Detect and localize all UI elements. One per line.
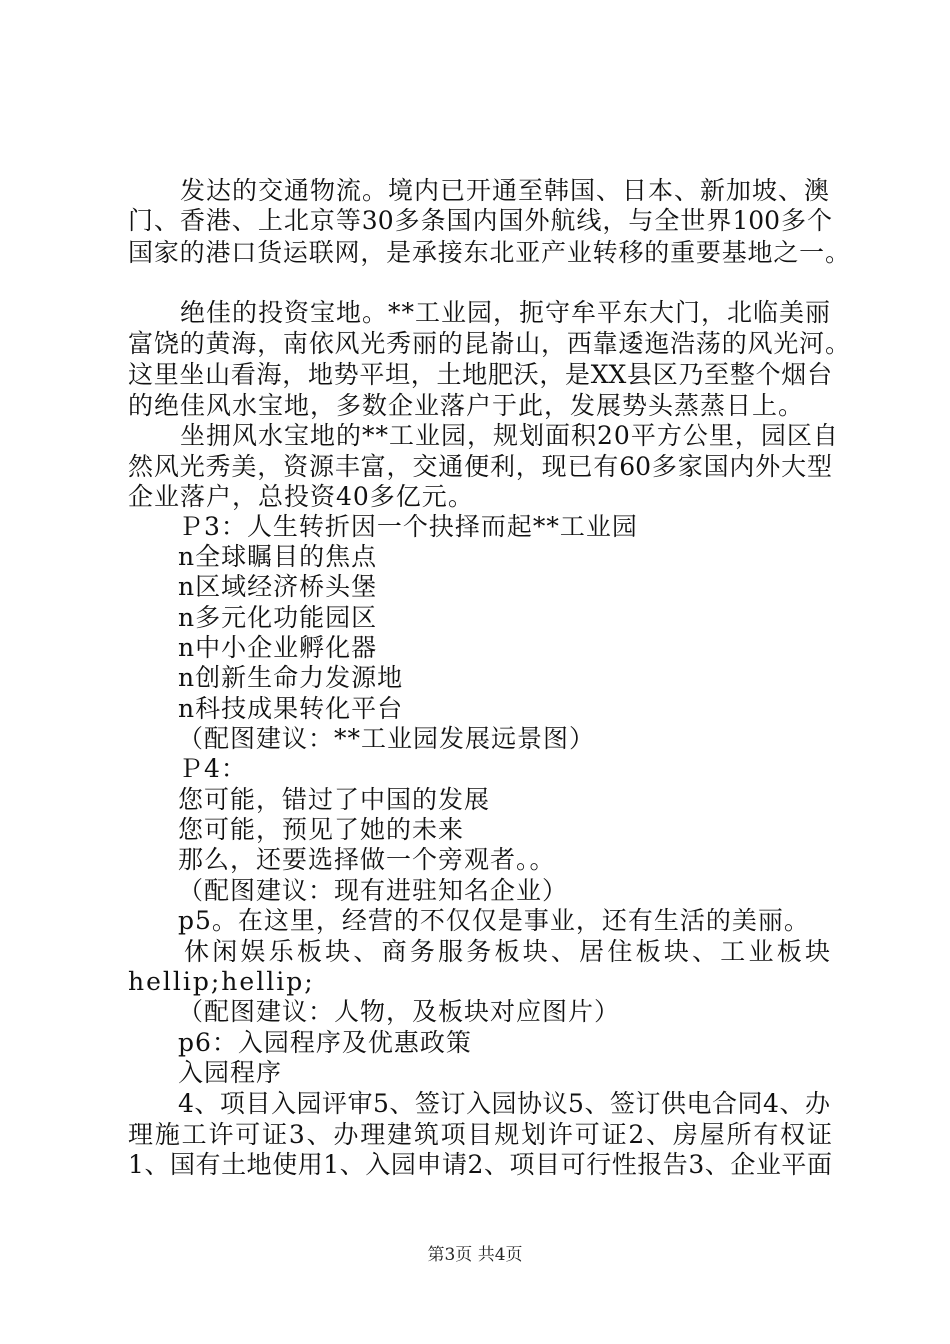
image-suggestion-note: （配图建议：人物，及板块对应图片） (178, 997, 621, 1026)
text-line: 1、国有土地使用1、入园申请2、项目可行性报告3、企业平面 (128, 1150, 832, 1179)
text-line: 理施工许可证3、办理建筑项目规划许可证2、房屋所有权证 (128, 1120, 832, 1149)
list-item: n科技成果转化平台 (178, 694, 404, 723)
text-line: 那么，还要选择做一个旁观者。。 (178, 845, 556, 874)
paragraph-line-10: 企业落户，总投资40多亿元。 (128, 482, 474, 511)
section-heading-p6: p6：入园程序及优惠政策 (178, 1028, 472, 1057)
paragraph-line-5: 富饶的黄海，南依风光秀丽的昆嵛山，西靠逶迤浩荡的风光河。 (128, 329, 850, 358)
section-heading-p4: Ｐ4： (178, 754, 247, 783)
text-line: 您可能，预见了她的未来 (178, 815, 465, 844)
paragraph-line-4: 绝佳的投资宝地。**工业园，扼守牟平东大门，北临美丽 (180, 298, 832, 327)
paragraph-line-3: 国家的港口货运联网，是承接东北亚产业转移的重要基地之一。 (128, 238, 850, 267)
paragraph-line-2: 门、香港、上北京等30多条国内国外航线，与全世界100多个 (128, 206, 832, 235)
section-heading-p3: Ｐ3：人生转折因一个抉择而起**工业园 (178, 512, 638, 541)
text-line: 您可能，错过了中国的发展 (178, 785, 491, 814)
list-item: n创新生命力发源地 (178, 663, 404, 692)
image-suggestion-note: （配图建议：**工业园发展远景图） (178, 724, 596, 753)
text-line: 4、项目入园评审5、签订入园协议5、签订供电合同4、办 (178, 1089, 830, 1118)
paragraph-line-1: 发达的交通物流。境内已开通至韩国、日本、新加坡、澳 (180, 176, 831, 205)
paragraph-line-9: 然风光秀美，资源丰富，交通便利，现已有60多家国内外大型 (128, 452, 832, 481)
text-line: hellip;hellip; (128, 967, 315, 996)
text-line: 休闲娱乐板块、商务服务板块、居住板块、工业板块 (184, 937, 830, 966)
paragraph-line-6: 这里坐山看海，地势平坦，土地肥沃，是XX县区乃至整个烟台 (128, 360, 832, 389)
list-item: n中小企业孵化器 (178, 633, 378, 662)
list-item: n区域经济桥头堡 (178, 572, 378, 601)
list-item: n全球瞩目的焦点 (178, 542, 378, 571)
paragraph-line-7: 的绝佳风水宝地，多数企业落户于此，发展势头蒸蒸日上。 (128, 391, 805, 420)
subheading: 入园程序 (178, 1058, 283, 1087)
section-heading-p5: p5。在这里，经营的不仅仅是事业，还有生活的美丽。 (178, 906, 810, 935)
image-suggestion-note: （配图建议：现有进驻知名企业） (178, 876, 569, 905)
page-number-footer: 第3页 共4页 (427, 1245, 523, 1265)
list-item: n多元化功能园区 (178, 603, 378, 632)
paragraph-line-8: 坐拥风水宝地的**工业园，规划面积20平方公里，园区自 (180, 421, 839, 450)
